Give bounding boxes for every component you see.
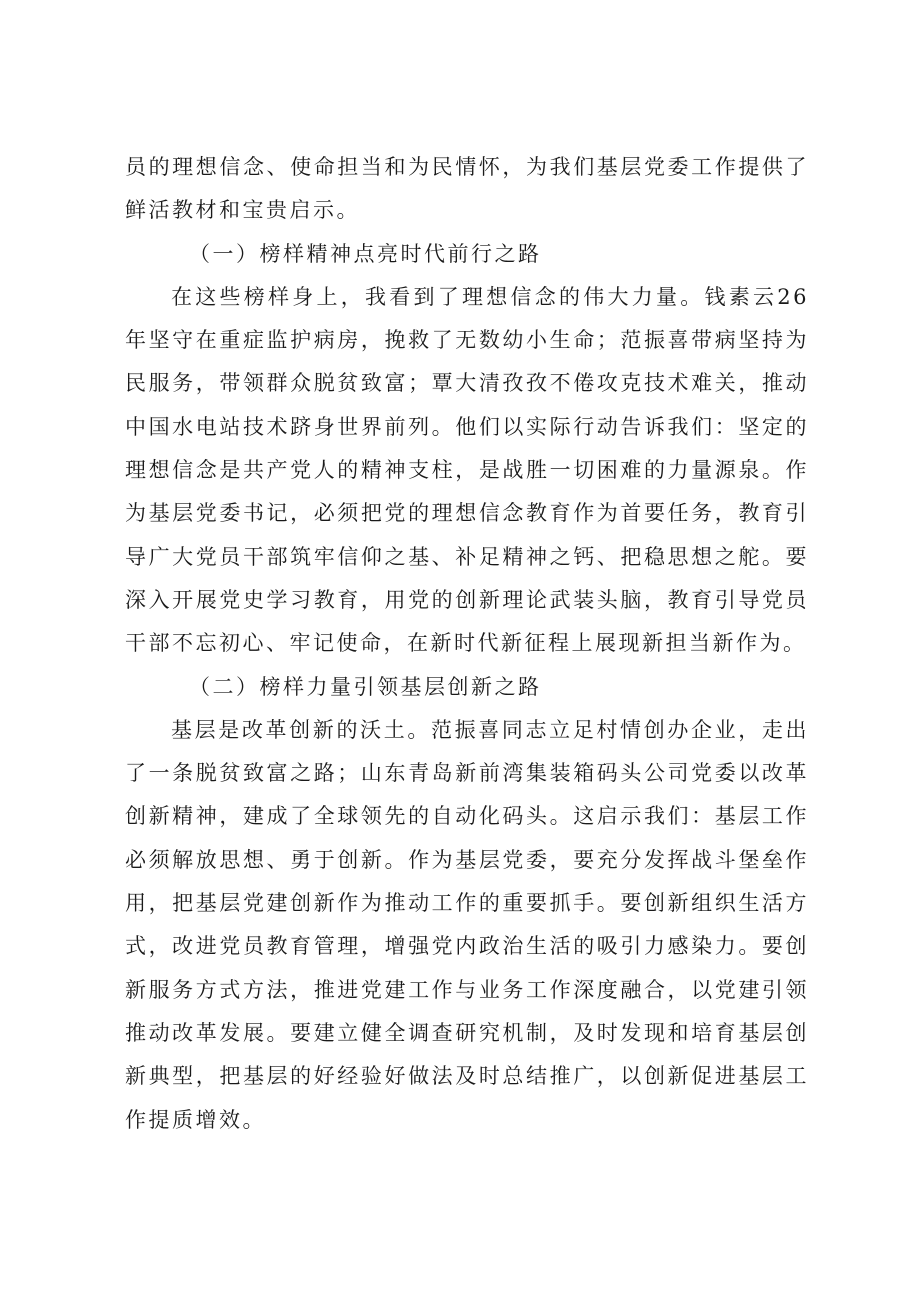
paragraph-continued: 员的理想信念、使命担当和为民情怀，为我们基层党委工作提供了鲜活教材和宝贵启示。 <box>125 155 809 223</box>
paragraph-section-2: 基层是改革创新的沃土。范振喜同志立足村情创办企业，走出了一条脱贫致富之路；山东青岛新前湾集装箱码头公司党委以改革创新精神，建成了全球领先的自动化码头。这启示我们：基层工作必须解放思想、勇于创新。作为基层党委，要充分发挥战斗堡垒作用，把基层党建创新作为推动工作的重要抓手。要创新组织生活方式，改进党员教育管理，增强党内政治生活的吸引力感染力。要创新服务方式方法，推进党建工作与业务工作深度融合，以党建引领推动改革发展。要建立健全调查研究机制，及时发现和培育基层创新典型，把基层的好经验好做法及时总结推广，以创新促进基层工作提质增效。 <box>125 717 809 1132</box>
paragraph-section-1: 在这些榜样身上，我看到了理想信念的伟大力量。钱素云26年坚守在重症监护病房，挽救了无数幼小生命；范振喜带病坚持为民服务，带领群众脱贫致富；覃大清孜孜不倦攻克技术难关，推动中国水电站技术跻身世界前列。他们以实际行动告诉我们：坚定的理想信念是共产党人的精神支柱，是战胜一切困难的力量源泉。作为基层党委书记，必须把党的理想信念教育作为首要任务，教育引导广大党员干部筑牢信仰之基、补足精神之钙、把稳思想之舵。要深入开展党史学习教育，用党的创新理论武装头脑，教育引导党员干部不忘初心、牢记使命，在新时代新征程上展现新担当新作为。 <box>125 284 809 656</box>
section-heading-2: （二）榜样力量引领基层创新之路 <box>189 674 542 699</box>
document-body <box>125 146 809 1142</box>
section-heading-1: （一）榜样精神点亮时代前行之路 <box>189 241 542 266</box>
